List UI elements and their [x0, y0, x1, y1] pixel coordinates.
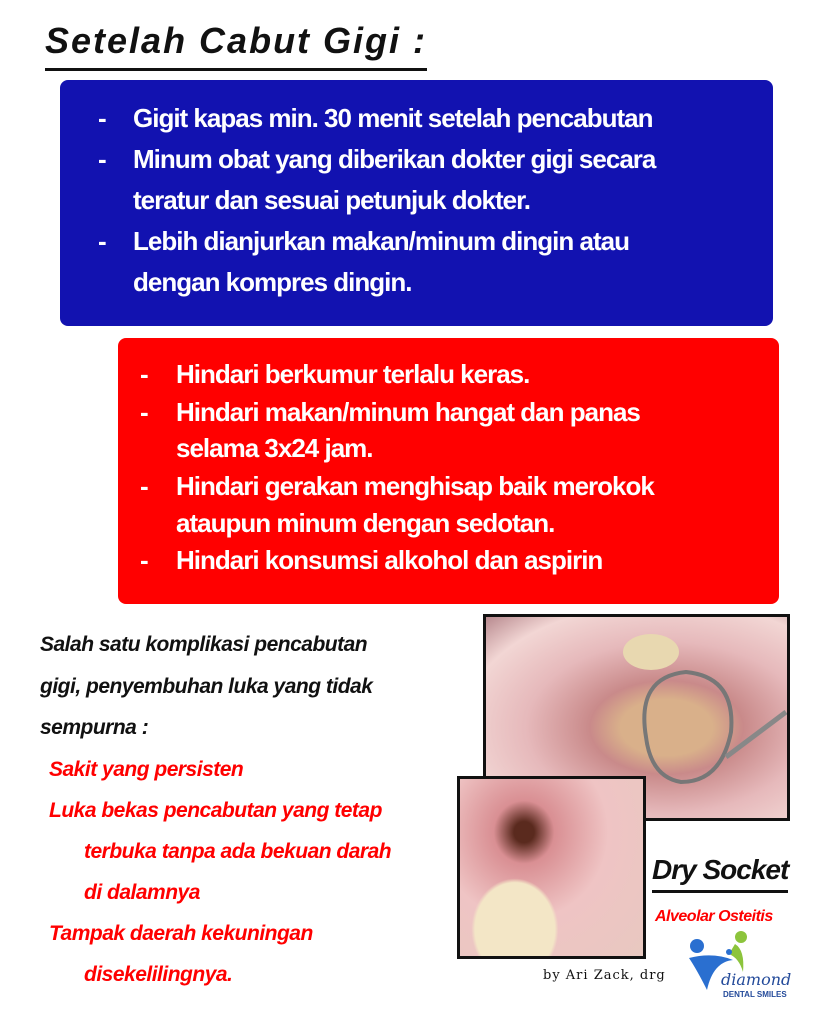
list-item: Hindari konsumsi alkohol dan aspirin [176, 545, 603, 575]
complication-intro: sempurna : [40, 716, 149, 739]
list-item: Minum obat yang diberikan dokter gigi secara [133, 144, 656, 174]
complication-intro: Salah satu komplikasi pencabutan [40, 633, 368, 656]
list-item: Gigit kapas min. 30 menit setelah pencabutan [133, 103, 653, 133]
bullet: - [140, 359, 149, 389]
caption-title: Dry Socket [652, 850, 788, 893]
list-item: Hindari gerakan menghisap baik merokok [176, 471, 654, 501]
bullet: - [140, 471, 149, 501]
bullet: - [140, 397, 149, 427]
logo-subtext: DENTAL SMILES [723, 990, 787, 999]
list-item-continuation: dengan kompres dingin. [133, 267, 412, 297]
dry-socket-photo-2 [457, 776, 646, 959]
symptom-continuation: disekelilingnya. [84, 963, 233, 986]
bullet: - [98, 103, 107, 133]
bullet: - [140, 545, 149, 575]
list-item-continuation: selama 3x24 jam. [176, 433, 373, 463]
list-item-continuation: teratur dan sesuai petunjuk dokter. [133, 185, 530, 215]
logo-text: diamond [721, 970, 792, 989]
caption-subtitle: Alveolar Osteitis [655, 908, 773, 925]
symptom: Tampak daerah kekuningan [49, 922, 313, 945]
list-item-continuation: ataupun minum dengan sedotan. [176, 508, 555, 538]
list-item: Lebih dianjurkan makan/minum dingin atau [133, 226, 629, 256]
complication-intro: gigi, penyembuhan luka yang tidak [40, 675, 373, 698]
bullet: - [98, 144, 107, 174]
symptom: Sakit yang persisten [49, 758, 244, 781]
symptom: Luka bekas pencabutan yang tetap [49, 799, 382, 822]
symptom-continuation: terbuka tanpa ada bekuan darah [84, 840, 392, 863]
page-title: Setelah Cabut Gigi : [45, 14, 427, 71]
list-item: Hindari berkumur terlalu keras. [176, 359, 530, 389]
diamond-dental-smiles-logo [683, 930, 795, 1004]
author-credit: by Ari Zack, drg [543, 968, 666, 983]
aftercare-instructions-box [60, 80, 773, 326]
bullet: - [98, 226, 107, 256]
symptom-continuation: di dalamnya [84, 881, 200, 904]
avoid-list-box [118, 338, 779, 604]
list-item: Hindari makan/minum hangat dan panas [176, 397, 640, 427]
